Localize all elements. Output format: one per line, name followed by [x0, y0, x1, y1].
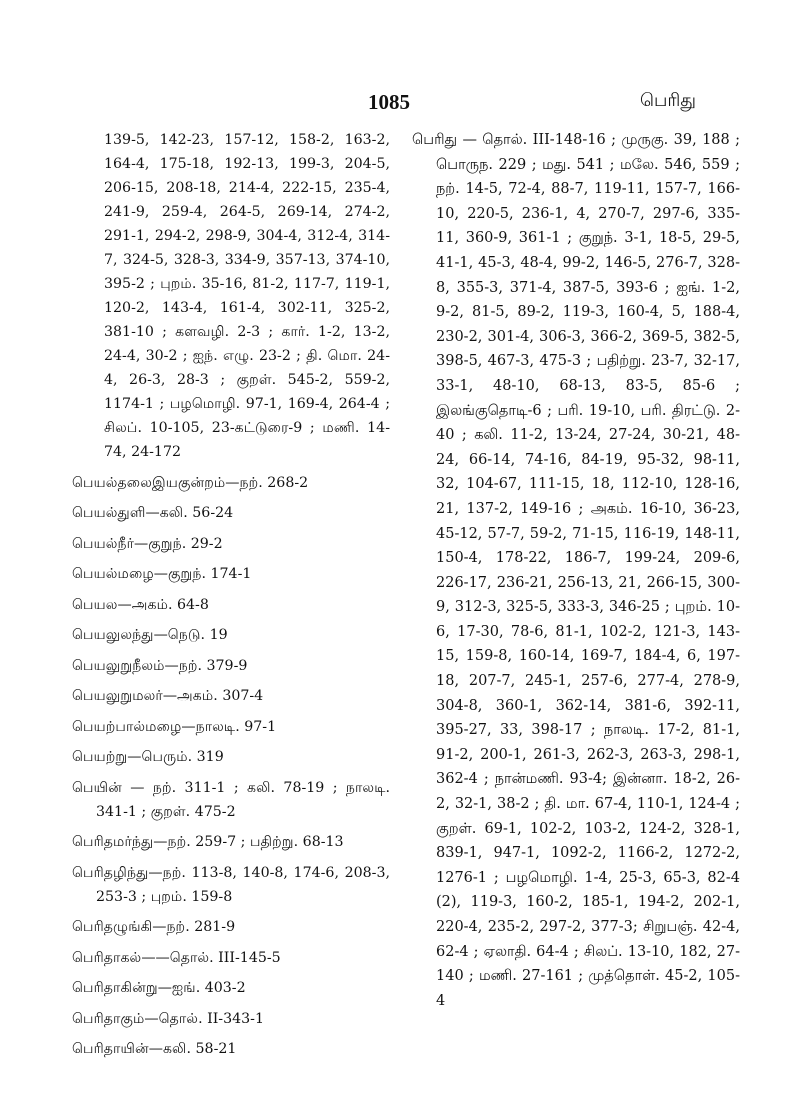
index-entry: பெரிதமர்ந்து—நற். 259-7 ; பதிற்று. 68-13: [72, 834, 344, 850]
index-entry: பெயலுலந்து—நெடு. 19: [72, 627, 228, 643]
index-entry: பெயற்று—பெரும். 319: [72, 749, 224, 765]
index-entry: பெயல்தலைஇயகுன்றம்—நற். 268-2: [72, 474, 309, 491]
index-entry: பெரிதழிந்து—நற். 113-8, 140-8, 174-6, 208-3, 253-3 ; புறம். 159-8: [72, 864, 390, 905]
index-entry: பெயலுறுநீலம்—நற். 379-9: [72, 657, 248, 674]
index-entry: பெரிதாயின்—கலி. 58-21: [72, 1041, 237, 1057]
index-entry: பெயல்நீர்—குறுந். 29-2: [72, 535, 223, 552]
index-entry: பெயல்மழை—குறுந். 174-1: [72, 566, 252, 582]
index-entry: பெரிது — தொல். III-148-16 ; முருகு. 39, 188 ; பொருந. 229 ; மது. 541 ; மலே. 546, 559 ; நற். 14-5, 72-4, 88-7, 119-11, 157-7, 166-10, 220-5, 236-1, 4, 270-7, 297-6, 335-11, 360-9, 361-1 ; குறுந். 3-1, 18-5, 29-5, 41-1, 45-3, 48-4, 99-2, 146-5, 276-7, 328-8, 355-3, 371-4, 387-5, 393-6 ; ஐங். 1-2, 9-2, 81-5, 89-2, 119-3, 160-4, 5, 188-4, 230-2, 301-4, 306-3, 366-2, 369-5, 382-5, 398-5, 467-3, 475-3 ; பதிற்று. 23-7, 32-17, 33-1, 48-10, 68-13, 83-5, 85-6 ; இலங்குதொடி-6 ; பரி. 19-10, பரி. திரட்டு. 2-40 ; கலி. 11-2, 13-24, 27-24, 30-21, 48-24, 66-14, 74-16, 84-19, 95-32, 98-11, 32, 104-67, 111-15, 18, 112-10, 128-16, 21, 137-2, 149-16 ; அகம். 16-10, 36-23, 45-12, 57-7, 59-2, 71-15, 116-19, 148-11, 150-4, 178-22, 186-7, 199-24, 209-6, 226-17, 236-21, 256-13, 21, 266-15, 300-9, 312-3, 325-5, 333-3, 346-25 ; புறம். 10-6, 17-30, 78-6, 81-1, 102-2, 121-3, 143-15, 159-8, 160-14, 169-7, 184-4, 6, 197-18, 207-7, 245-1, 257-6, 277-4, 278-9, 304-8, 360-1, 362-14, 381-6, 392-11, 395-27, 33, 398-17 ; நாலடி. 17-2, 81-1, 91-2, 200-1, 261-3, 262-3, 263-3, 298-1, 362-4 ; நான்மணி. 93-4; இன்னா. 18-2, 26-2, 32-1, 38-2 ; தி. மா. 67-4, 110-1, 124-4 ; குறள். 69-1, 102-2, 103-2, 124-2, 328-1, 839-1, 947-1, 1092-2, 1166-2, 1272-2, 1276-1 ; பழமொழி. 1-4, 25-3, 65-3, 82-4 (2), 119-3, 160-2, 185-1, 194-2, 202-1, 220-4, 235-2, 297-2, 377-3; சிறுபஞ். 42-4, 62-4 ; ஏலாதி. 64-4 ; சிலப். 13-10, 182, 27-140 ; மணி. 27-161 ; முத்தொள். 45-2, 105-4: [412, 132, 740, 1009]
running-head: பெரிது: [640, 90, 696, 111]
index-entry-continued: 139-5, 142-23, 157-12, 158-2, 163-2, 164-4, 175-18, 192-13, 199-3, 204-5, 206-15, 208-18, 214-4, 222-15, 235-4, 241-9, 259-4, 264-5, 269-14, 274-2, 291-1, 294-2, 298-9, 304-4, 312-4, 314-7, 324-5, 328-3, 334-9, 357-13, 374-10, 395-2 ; புறம். 35-16, 81-2, 117-7, 119-1, 120-2, 143-4, 161-4, 302-11, 325-2, 381-10 ; களவழி. 2-3 ; கார். 1-2, 13-2, 24-4, 30-2 ; ஐந். எழு. 23-2 ; தி. மொ. 24-4, 26-3, 28-3 ; குறள். 545-2, 559-2, 1174-1 ; பழமொழி. 97-1, 169-4, 264-4 ; சிலப். 10-105, 23-கட்டுரை-9 ; மணி. 14-74, 24-172: [104, 132, 390, 460]
index-entry: பெரிதாகின்று—ஐங். 403-2: [72, 980, 246, 996]
index-entry: பெரிதாகும்—தொல். II-343-1: [72, 1010, 264, 1027]
index-entry: பெயல—அகம். 64-8: [72, 596, 209, 613]
left-column: [72, 128, 390, 1068]
index-entry: பெயலுறுமலர்—அகம். 307-4: [72, 688, 264, 704]
right-column: [412, 128, 740, 1020]
page-number: 1085: [368, 90, 410, 114]
index-entry: பெயல்துளி—கலி. 56-24: [72, 505, 234, 521]
index-entry: பெயற்பால்மழை—நாலடி. 97-1: [72, 718, 277, 735]
index-entry: பெரிதாகல்——தொல். III-145-5: [72, 949, 281, 966]
index-entry: பெரிதழுங்கி—நற். 281-9: [72, 919, 236, 935]
index-entry: பெயின் — நற். 311-1 ; கலி. 78-19 ; நாலடி. 341-1 ; குறள். 475-2: [72, 779, 390, 820]
